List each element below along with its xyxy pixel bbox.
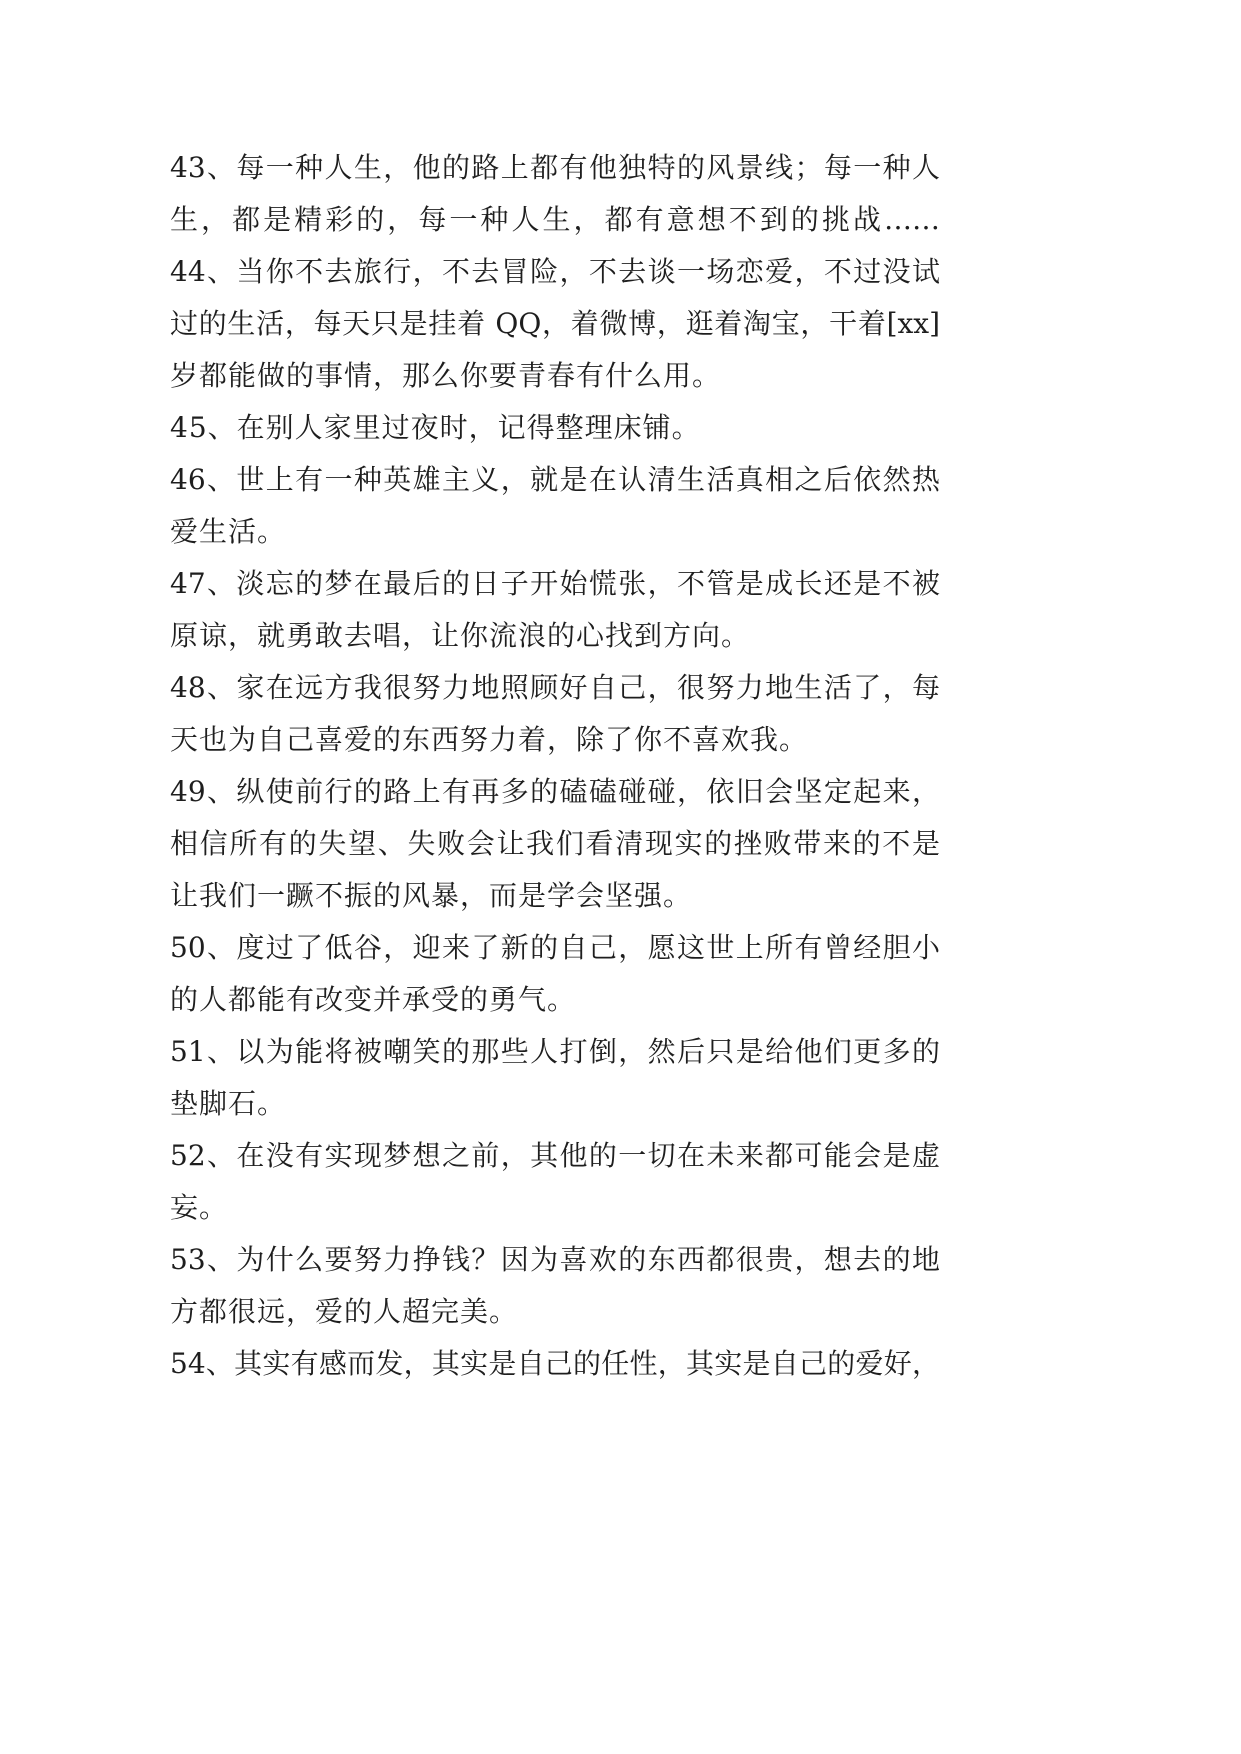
text-line: 53、为什么要努力挣钱？因为喜欢的东西都很贵，想去的地	[170, 1243, 940, 1276]
text-line: 44、当你不去旅行，不去冒险，不去谈一场恋爱，不过没试	[170, 255, 940, 288]
text-line: 生，都是精彩的，每一种人生，都有意想不到的挑战……	[170, 203, 940, 236]
text-line: 原谅，就勇敢去唱，让你流浪的心找到方向。	[170, 619, 751, 652]
text-line: 54、其实有感而发，其实是自己的任性，其实是自己的爱好，	[170, 1347, 940, 1380]
text-line: 的人都能有改变并承受的勇气。	[170, 983, 577, 1016]
text-line: 46、世上有一种英雄主义，就是在认清生活真相之后依然热	[170, 463, 940, 496]
text-line: 相信所有的失望、失败会让我们看清现实的挫败带来的不是	[170, 827, 940, 860]
text-line: 43、每一种人生，他的路上都有他独特的风景线；每一种人	[170, 151, 940, 184]
text-line: 45、在别人家里过夜时，记得整理床铺。	[170, 411, 701, 444]
text-line: 52、在没有实现梦想之前，其他的一切在未来都可能会是虚	[170, 1139, 940, 1172]
text-line: 48、家在远方我很努力地照顾好自己，很努力地生活了，每	[170, 671, 940, 704]
text-line: 让我们一蹶不振的风暴，而是学会坚强。	[170, 879, 693, 912]
text-line: 妄。	[170, 1191, 229, 1224]
text-line: 垫脚石。	[170, 1087, 287, 1120]
text-line: 爱生活。	[170, 515, 287, 548]
text-line: 过的生活，每天只是挂着 QQ，着微博，逛着淘宝，干着[xx]	[170, 307, 940, 340]
text-line: 51、以为能将被嘲笑的那些人打倒，然后只是给他们更多的	[170, 1035, 940, 1068]
text-line: 方都很远，爱的人超完美。	[170, 1295, 519, 1328]
text-line: 49、纵使前行的路上有再多的磕磕碰碰，依旧会坚定起来，	[170, 775, 940, 808]
text-line: 天也为自己喜爱的东西努力着，除了你不喜欢我。	[170, 723, 809, 756]
text-line: 岁都能做的事情，那么你要青春有什么用。	[170, 359, 722, 392]
text-line: 47、淡忘的梦在最后的日子开始慌张，不管是成长还是不被	[170, 567, 940, 600]
text-line: 50、度过了低谷，迎来了新的自己，愿这世上所有曾经胆小	[170, 931, 940, 964]
